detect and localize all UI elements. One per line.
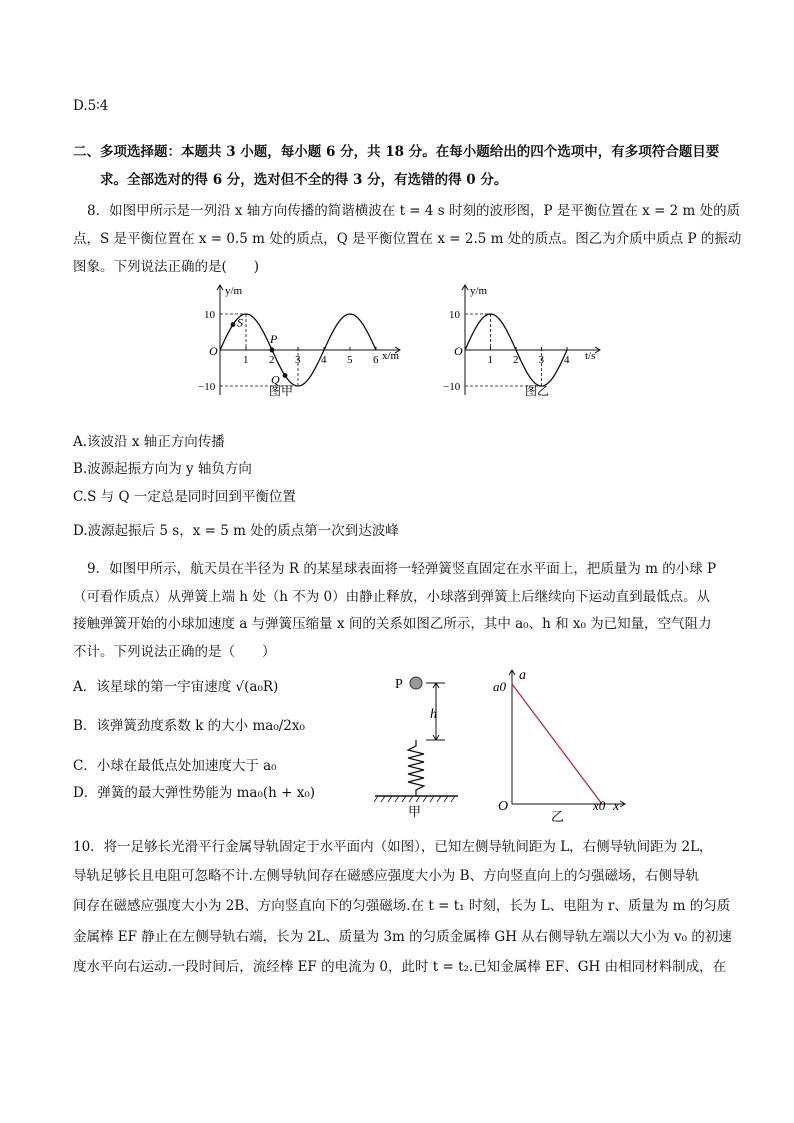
a-x-line <box>512 684 602 804</box>
prev-option-d: D.5∶4 <box>73 98 109 114</box>
vibration-x-tick-label: 1 <box>487 354 493 366</box>
vibration-origin-label: O <box>454 344 463 358</box>
wave-x-tick-label: 2 <box>269 354 275 366</box>
q10-line4: 金属棒 EF 静止在左侧导轨右端，长为 2L、质量为 3m 的匀质金属棒 GH 从右侧导轨左端以大小为 v₀ 的初速 <box>73 929 732 945</box>
vibration-x-tick-label: 2 <box>513 354 519 366</box>
ball-label: P <box>395 677 403 692</box>
figure-spring-title: 甲 <box>408 804 422 818</box>
wave-point-q <box>283 373 288 378</box>
a-x-xlabel: x <box>613 799 620 814</box>
section-header-line1: 二、多项选择题：本题共 3 小题，每小题 6 分，共 18 分。在每小题给出的四个选项中，有多项符合题目要 <box>73 144 720 160</box>
height-label: h <box>430 707 437 722</box>
vibration-y-tick-label: 10 <box>449 309 460 321</box>
section-header-line2: 求。全部选对的得 6 分，选对但不全的得 3 分，有选错的得 0 分。 <box>100 172 508 188</box>
q9-line4: 不计。下列说法正确的是（ ） <box>73 644 276 660</box>
vibration-xlabel: t/s <box>585 350 596 362</box>
vibration-y-tick-label: −10 <box>443 381 461 393</box>
q9-line1: 9．如图甲所示，航天员在半径为 R 的某星球表面将一轻弹簧竖直固定在水平面上，把质量为 m 的小球 P <box>87 561 717 577</box>
wave-x-tick-label: 4 <box>321 354 327 366</box>
q10-line5: 度水平向右运动.一段时间后，流经棒 EF 的电流为 0，此时 t = t₂.已知金属棒 EF、GH 由相同材料制成，在 <box>73 959 727 975</box>
figure-a-x-chart <box>485 664 635 822</box>
q8-line2: 点，S 是平衡位置在 x = 0.5 m 处的质点，Q 是平衡位置在 x = 2.5 m 处的质点。图乙为介质中质点 P 的振动 <box>73 231 742 247</box>
ball-icon <box>410 677 422 689</box>
wave-x-tick-label: 1 <box>243 354 249 366</box>
q10-line1: 10．将一足够长光滑平行金属导轨固定于水平面内（如图），已知左侧导轨间距为 L，右侧导轨间距为 2L， <box>73 839 713 855</box>
q8-option-d: D.波源起振后 5 s，x = 5 m 处的质点第一次到达波峰 <box>73 523 399 539</box>
q9-option-d: D．弹簧的最大弹性势能为 ma₀(h + x₀) <box>73 785 316 801</box>
q8-option-a: A.该波沿 x 轴正方向传播 <box>73 434 225 450</box>
q9-option-b: B．该弹簧劲度系数 k 的大小 ma₀/2x₀ <box>73 718 305 734</box>
q9-line2: （可看作质点）从弹簧上端 h 处（h 不为 0）由静止释放，小球落到弹簧上后继续向下运动直到最低点。从 <box>73 589 711 605</box>
vibration-title: 图乙 <box>525 384 550 398</box>
q8-option-c: C.S 与 Q 一定总是同时回到平衡位置 <box>73 489 296 505</box>
figure-wave-chart <box>195 280 410 400</box>
wave-point-label-p: P <box>270 332 278 346</box>
figure-spring <box>370 668 465 818</box>
wave-point-s <box>231 322 236 327</box>
vibration-ylabel: y/m <box>470 285 488 297</box>
a-x-x-tick: x0 <box>593 798 606 813</box>
a-x-ylabel: a <box>519 668 526 683</box>
spring-icon <box>408 740 424 796</box>
q9-option-a: A．该星球的第一宇宙速度 √(a₀R) <box>73 679 279 695</box>
wave-x-tick-label: 3 <box>295 354 301 366</box>
q8-option-b: B.波源起振方向为 y 轴负方向 <box>73 461 252 477</box>
vibration-x-tick-label: 4 <box>564 354 570 366</box>
wave-title: 图甲 <box>269 384 294 398</box>
wave-ylabel: y/m <box>225 285 243 297</box>
q10-line2: 导轨足够长且电阻可忽略不计.左侧导轨间存在磁感应强度大小为 B、方向竖直向上的匀强磁场，右侧导轨 <box>73 868 700 884</box>
q8-line1: 8．如图甲所示是一列沿 x 轴方向传播的简谐横波在 t = 4 s 时刻的波形图，P 是平衡位置在 x = 2 m 处的质 <box>87 203 741 219</box>
wave-x-tick-label: 6 <box>373 354 379 366</box>
wave-point-label-s: S <box>237 315 243 330</box>
q9-option-c: C．小球在最低点处加速度大于 a₀ <box>73 758 277 774</box>
q10-line3: 间存在磁感应强度大小为 2B、方向竖直向下的匀强磁场.在 t = t₁ 时刻，长为 L、电阻为 r、质量为 m 的匀质 <box>73 898 731 914</box>
vibration-x-tick-label: 3 <box>538 354 544 366</box>
wave-origin-label: O <box>209 344 218 358</box>
a-x-title: 乙 <box>551 809 565 822</box>
figure-vibration-chart <box>440 280 610 400</box>
a-x-y-tick: a0 <box>493 679 506 694</box>
a-x-origin-label: O <box>498 799 509 814</box>
q8-line3: 图象。下列说法正确的是( ) <box>73 259 260 275</box>
wave-xlabel: x/m <box>382 350 400 362</box>
q9-line3: 接触弹簧开始的小球加速度 a 与弹簧压缩量 x 间的关系如图乙所示，其中 a₀、h 和 x₀ 为已知量，空气阻力 <box>73 616 712 632</box>
wave-y-tick-label: −10 <box>198 381 216 393</box>
wave-point-p <box>270 348 275 353</box>
wave-x-tick-label: 5 <box>347 354 353 366</box>
wave-point-label-q: Q <box>271 372 280 387</box>
wave-y-tick-label: 10 <box>204 309 215 321</box>
